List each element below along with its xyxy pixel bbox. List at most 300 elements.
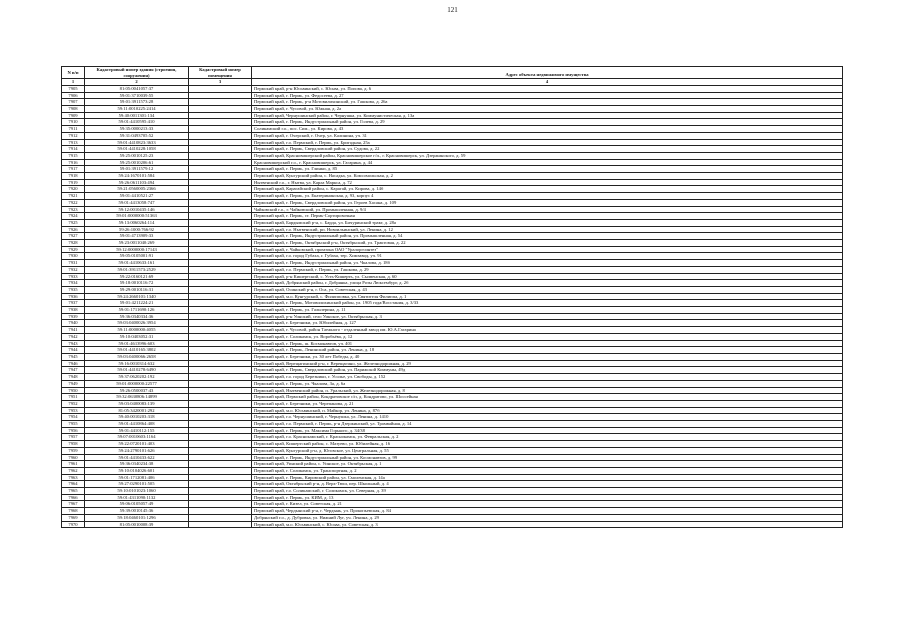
header-num: N п/п — [62, 67, 85, 79]
cadastral-building-number: 59:40:0010203:318 — [85, 414, 189, 421]
cadastral-room-number — [189, 132, 252, 139]
cadastral-building-number: 59:25:0010206:61 — [85, 159, 189, 166]
cadastral-building-number: 59:06:0105057:49 — [85, 501, 189, 508]
cadastral-room-number — [189, 226, 252, 233]
row-number: 7912 — [62, 132, 85, 139]
property-address: Пермский край, Осинский р-н, г. Оса, ул. Советская, д. 43 — [252, 286, 843, 293]
cadastral-room-number — [189, 206, 252, 213]
table-row — [62, 286, 843, 293]
header-cadastral-room: Кадастровый номер помещения — [189, 67, 252, 79]
row-number: 7950 — [62, 387, 85, 394]
cadastral-building-number: 59:39:0010145:36 — [85, 508, 189, 515]
cadastral-room-number — [189, 454, 252, 461]
cadastral-room-number — [189, 266, 252, 273]
cadastral-building-number: 59:24:2790101:626 — [85, 447, 189, 454]
table-row — [62, 481, 843, 488]
table-row — [62, 193, 843, 200]
cadastral-room-number — [189, 474, 252, 481]
row-number: 7907 — [62, 99, 85, 106]
cadastral-room-number — [189, 481, 252, 488]
row-number: 7966 — [62, 494, 85, 501]
table-row — [62, 374, 843, 381]
row-number: 7964 — [62, 481, 85, 488]
cadastral-room-number — [189, 99, 252, 106]
cadastral-room-number — [189, 152, 252, 159]
property-address: Пермский край, Чернушинский район, г. Чернушка, ул. Коммунистическая, д. 13а — [252, 112, 843, 119]
cadastral-building-number: 59:10:0104026:601 — [85, 467, 189, 474]
table-row — [62, 521, 843, 528]
table-row — [62, 166, 843, 173]
cadastral-room-number — [189, 407, 252, 414]
property-address: Пермский край, г. Чусовой, ул. Южная, д. 2а — [252, 105, 843, 112]
cadastral-building-number: 59:27:0290101:505 — [85, 481, 189, 488]
cadastral-building-number: 59:29:0010116:31 — [85, 286, 189, 293]
property-register-table — [61, 66, 843, 528]
table-row — [62, 501, 843, 508]
row-number: 7944 — [62, 347, 85, 354]
table-row — [62, 360, 843, 367]
property-address: Пермский край, Уинский район, с. Уинское, ул. Октябрьская, д. 1 — [252, 461, 843, 468]
cadastral-room-number — [189, 286, 252, 293]
table-row — [62, 213, 843, 220]
row-number: 7943 — [62, 340, 85, 347]
cadastral-room-number — [189, 213, 252, 220]
cadastral-building-number: 59:11:0000000:4055 — [85, 327, 189, 334]
property-address: Пермский край, Красновишерский район, Красновишерское г/п., г. Красновишерск, ул. Дзержинского, д. 59 — [252, 152, 843, 159]
row-number: 7920 — [62, 186, 85, 193]
table-row — [62, 226, 843, 233]
table-row — [62, 300, 843, 307]
cadastral-building-number: 59:01:4410165:3802 — [85, 347, 189, 354]
cadastral-building-number: 59:01:3911579:12 — [85, 166, 189, 173]
page-number: 121 — [447, 6, 458, 14]
table-row — [62, 240, 843, 247]
column-number: 3 — [189, 79, 252, 86]
cadastral-room-number — [189, 246, 252, 253]
property-address: Пермский край, г. Соликамск, ул. Транспортная, д. 2 — [252, 467, 843, 474]
property-address: Пермский край, г.о. город Губаха, г. Губаха, тер. Химзавод, уч. 91 — [252, 253, 843, 260]
property-address: Пермский край, г. Пермь, Свердловский район, ул. Парижской Коммуны, 49д — [252, 367, 843, 374]
property-address: Пермский край, г. Соликамск, ул. Воробьёва, д. 12 — [252, 333, 843, 340]
cadastral-building-number: 59:26:0500037:43 — [85, 387, 189, 394]
table-row — [62, 414, 843, 421]
row-number: 7927 — [62, 233, 85, 240]
row-number: 7928 — [62, 240, 85, 247]
property-address: Пермский край, г.о. Нытвенский, рп. Новоильинский, ул. Ленина, д. 12 — [252, 226, 843, 233]
cadastral-building-number: 59:01:4311090:1132 — [85, 494, 189, 501]
table-row — [62, 434, 843, 441]
table-row — [62, 246, 843, 253]
cadastral-room-number — [189, 421, 252, 428]
table-row — [62, 407, 843, 414]
cadastral-building-number: 59:01:4211224:21 — [85, 300, 189, 307]
property-address: Пермский край, г. Пермь, р-н Мотовилихинский, ул. Гашкова, д. 26а — [252, 99, 843, 106]
cadastral-room-number — [189, 434, 252, 441]
property-address: Пермский край, г. Пермь, ш. Космонавтов, уч. 401 — [252, 340, 843, 347]
property-address: Пермский край, г. Пермь, Мотовилихинский район, ул. 1905 года/Восстания, д. 3/33 — [252, 300, 843, 307]
cadastral-room-number — [189, 360, 252, 367]
property-address: Пермский край, г. Пермь, ул. Чкалова, 3а, д. 6а — [252, 380, 843, 387]
row-number: 7945 — [62, 354, 85, 361]
row-number: 7932 — [62, 266, 85, 273]
table-row — [62, 139, 843, 146]
cadastral-room-number — [189, 126, 252, 133]
table-row — [62, 179, 843, 186]
cadastral-room-number — [189, 173, 252, 180]
property-address: Пермский край, Верещагинский р-н, г. Верещагино, ул. Железнодорожная, д. 29 — [252, 360, 843, 367]
table-row — [62, 467, 843, 474]
cadastral-building-number: 59:18:0010116:72 — [85, 280, 189, 287]
cadastral-room-number — [189, 159, 252, 166]
row-number: 7924 — [62, 213, 85, 220]
property-address: Пермский край, Добрянский район, г. Добрянка, улица Розы Люксембург, д. 2б — [252, 280, 843, 287]
cadastral-building-number: 59:24:1670101:584 — [85, 173, 189, 180]
row-number: 7926 — [62, 226, 85, 233]
table-row — [62, 85, 843, 92]
row-number: 7948 — [62, 374, 85, 381]
row-number: 7925 — [62, 219, 85, 226]
property-address: Пермский край, Пермский район, Кондратовское с/п, д. Кондратово, ул. Шоссейная — [252, 394, 843, 401]
cadastral-room-number — [189, 347, 252, 354]
cadastral-building-number: 59:10:0101023:1060 — [85, 488, 189, 495]
cadastral-room-number — [189, 521, 252, 528]
property-address: Пермский край, г. Чайковский, промзона ОАО "Уралоргсинтез" — [252, 246, 843, 253]
row-number: 7916 — [62, 159, 85, 166]
cadastral-building-number: 59:18:0460101:1296 — [85, 514, 189, 521]
row-number: 7937 — [62, 300, 85, 307]
cadastral-building-number: 59:35:0000213:33 — [85, 126, 189, 133]
cadastral-building-number: 59:03:0400083:139 — [85, 400, 189, 407]
row-number: 7969 — [62, 514, 85, 521]
header-cadastral-building: Кадастровый номер здания (строения, сооружения) — [85, 67, 189, 79]
table-row — [62, 488, 843, 495]
row-number: 7961 — [62, 461, 85, 468]
table-row — [62, 219, 843, 226]
table-row — [62, 159, 843, 166]
row-number: 7946 — [62, 360, 85, 367]
cadastral-building-number: 59:26:0611103:494 — [85, 179, 189, 186]
table-row — [62, 427, 843, 434]
table-row — [62, 253, 843, 260]
property-address: Пермский край, г. Пермь, ул. КИМ, д. 13 — [252, 494, 843, 501]
header-address: Адрес объекта недвижимого имущества — [252, 67, 843, 79]
table-row — [62, 474, 843, 481]
table-row — [62, 461, 843, 468]
row-number: 7967 — [62, 501, 85, 508]
cadastral-room-number — [189, 441, 252, 448]
table-row — [62, 99, 843, 106]
cadastral-building-number: 59:01:3710039:55 — [85, 92, 189, 99]
row-number: 7957 — [62, 434, 85, 441]
table-row — [62, 293, 843, 300]
property-address: Пермский край, Нытвенский район, п. Уральский, ул. Железнодорожная, д. 8 — [252, 387, 843, 394]
cadastral-building-number: 59:11:0010225:2414 — [85, 105, 189, 112]
cadastral-room-number — [189, 293, 252, 300]
property-address: Пермский край, Кишертский район, с. Мазуево, ул. Юбилейная, д. 16 — [252, 441, 843, 448]
property-address: Пермский край, г. Пермь, Октябрьский р-н, Октябрьский, ул. Трактовая, д. 22 — [252, 240, 843, 247]
property-address: Пермский край, г. Пермь, ст. Пермь-Сортировочная — [252, 213, 843, 220]
table-row — [62, 514, 843, 521]
property-address: Пермский край, м.о. Юсьвинский, с. Юсьва, ул. Советская, д. 3 — [252, 521, 843, 528]
row-number: 7962 — [62, 467, 85, 474]
cadastral-building-number: 59:21:0560005:2366 — [85, 186, 189, 193]
cadastral-room-number — [189, 166, 252, 173]
property-address: Пермский край, г. Пермь, Индустриальный район, ул. Голева, д. 29 — [252, 119, 843, 126]
cadastral-building-number: 59:22:0720101:403 — [85, 441, 189, 448]
table-row — [62, 441, 843, 448]
cadastral-building-number: 59:01:3911573:2529 — [85, 266, 189, 273]
table-row — [62, 400, 843, 407]
row-number: 7958 — [62, 441, 85, 448]
cadastral-building-number: 59:01:4410633:161 — [85, 260, 189, 267]
property-address: Пермский край, г. Пермь, Индустриальный район, ул. Промышленная, д. 54 — [252, 233, 843, 240]
column-number: 1 — [62, 79, 85, 86]
table-header-row — [62, 67, 843, 79]
cadastral-room-number — [189, 219, 252, 226]
row-number: 7914 — [62, 146, 85, 153]
cadastral-room-number — [189, 313, 252, 320]
row-number: 7931 — [62, 260, 85, 267]
property-address: Пермский край, г.о. Пермский, г. Пермь, ул. Гашкова, д. 29 — [252, 266, 843, 273]
row-number: 7919 — [62, 179, 85, 186]
cadastral-room-number — [189, 387, 252, 394]
property-address: Пермский край, р-н Юсьвинский, с. Юсьва, ул. Попова, д. 6 — [252, 85, 843, 92]
table-row — [62, 126, 843, 133]
row-number: 7949 — [62, 380, 85, 387]
cadastral-room-number — [189, 333, 252, 340]
row-number: 7910 — [62, 119, 85, 126]
cadastral-room-number — [189, 85, 252, 92]
cadastral-room-number — [189, 105, 252, 112]
table-row — [62, 494, 843, 501]
cadastral-building-number: 59:01:4613996:603 — [85, 340, 189, 347]
table-row — [62, 313, 843, 320]
row-number: 7933 — [62, 273, 85, 280]
cadastral-room-number — [189, 240, 252, 247]
cadastral-building-number: 59:03:0400066:2658 — [85, 354, 189, 361]
cadastral-building-number: 59:16:0010314:632 — [85, 360, 189, 367]
cadastral-building-number: 59:03:0400026:3954 — [85, 320, 189, 327]
cadastral-room-number — [189, 139, 252, 146]
row-number: 7947 — [62, 367, 85, 374]
table-row — [62, 266, 843, 273]
row-number: 7959 — [62, 447, 85, 454]
property-address: Пермский край, Кунгурский р-н, д. Юговское, ул. Центральная, д. 55 — [252, 447, 843, 454]
cadastral-room-number — [189, 380, 252, 387]
table-row — [62, 367, 843, 374]
property-address: Пермский край, г. Пермь, Индустриальный район, ул. Чкалова, д. 18б — [252, 260, 843, 267]
cadastral-room-number — [189, 112, 252, 119]
cadastral-room-number — [189, 320, 252, 327]
cadastral-building-number: 59:31:0493705:52 — [85, 132, 189, 139]
cadastral-building-number: 59:01:3911573:28 — [85, 99, 189, 106]
table-row — [62, 173, 843, 180]
cadastral-building-number: 59:37:0620202:192 — [85, 374, 189, 381]
cadastral-building-number: 59:10:0403052:31 — [85, 333, 189, 340]
cadastral-building-number: 59:01:4410521:27 — [85, 193, 189, 200]
cadastral-room-number — [189, 354, 252, 361]
cadastral-building-number: 59:01:4410864:408 — [85, 421, 189, 428]
table-row — [62, 394, 843, 401]
property-address: Пермский край, г. Пермь, Свердловский район, ул. Героев Хасана, д. 109 — [252, 199, 843, 206]
cadastral-room-number — [189, 273, 252, 280]
property-address: Чайковский г.о., г. Чайковский, ул. Промышленная, д. 9/4 — [252, 206, 843, 213]
cadastral-building-number: 81:05:0010008:39 — [85, 521, 189, 528]
row-number: 7953 — [62, 407, 85, 414]
cadastral-building-number: 59:05:0105001:91 — [85, 253, 189, 260]
cadastral-building-number: 59:01:0000000:22577 — [85, 380, 189, 387]
cadastral-room-number — [189, 199, 252, 206]
row-number: 7918 — [62, 173, 85, 180]
property-address: Пермский край, г. Березники, ул. 30 лет Победы, д. 40 — [252, 354, 843, 361]
row-number: 7956 — [62, 427, 85, 434]
cadastral-room-number — [189, 92, 252, 99]
property-address: Пермский край, г.о. Соликамский, г. Соликамск, ул. Северная, д. 39 — [252, 488, 843, 495]
table-row — [62, 380, 843, 387]
row-number: 7960 — [62, 454, 85, 461]
row-number: 7909 — [62, 112, 85, 119]
property-address: Пермский край, Карагайский район, с. Карагай, ул. Кирова, д. 14б — [252, 186, 843, 193]
property-address: Пермский край, г. Пермь, Кировский район, ул. Смоленская, д. 14а — [252, 474, 843, 481]
property-address: Нытвенский г.о., г. Нытва, ул. Карла Маркса, д. 72 — [252, 179, 843, 186]
cadastral-room-number — [189, 179, 252, 186]
property-address: Пермский край, г.о. Пермский, г. Пермь, ул. Бригадная, 25а — [252, 139, 843, 146]
cadastral-building-number: 59:22:0160121:69 — [85, 273, 189, 280]
table-row — [62, 333, 843, 340]
row-number: 7970 — [62, 521, 85, 528]
cadastral-building-number: 59:32:0630806:14899 — [85, 394, 189, 401]
row-number: 7938 — [62, 307, 85, 314]
property-address: Пермский край, г. Пермь, ул. Гальперина, д. 11 — [252, 307, 843, 314]
table-row — [62, 105, 843, 112]
row-number: 7915 — [62, 152, 85, 159]
cadastral-room-number — [189, 367, 252, 374]
cadastral-room-number — [189, 193, 252, 200]
table-row — [62, 273, 843, 280]
cadastral-building-number: 59:40:0011301:134 — [85, 112, 189, 119]
property-address: Пермский край, г. Пермь, Индустриальный район, ул. Космонавтов, д. 99 — [252, 454, 843, 461]
cadastral-building-number: 59:13:0060264:114 — [85, 219, 189, 226]
cadastral-room-number — [189, 494, 252, 501]
cadastral-room-number — [189, 374, 252, 381]
cadastral-room-number — [189, 300, 252, 307]
table-row — [62, 320, 843, 327]
row-number: 7942 — [62, 333, 85, 340]
cadastral-room-number — [189, 280, 252, 287]
cadastral-room-number — [189, 186, 252, 193]
cadastral-building-number: 81:05:0041057:37 — [85, 85, 189, 92]
property-address: Пермский край, г.о. город Березники, г. Усолье, ул. Свободы, д. 152 — [252, 374, 843, 381]
property-address: Красновишерский г.о., г. Красновишерск, ул. Гагарина, д. 44 — [252, 159, 843, 166]
cadastral-room-number — [189, 501, 252, 508]
property-address: Пермский край, г. Пермь, Ленинский район, ул. Ленина, д. 18 — [252, 347, 843, 354]
property-address: Соликамский г.о., пос. Сим., ул. Кирова, д. 43 — [252, 126, 843, 133]
row-number: 7921 — [62, 193, 85, 200]
property-address: Пермский край, г. Кизел, ул. Советская, д. 21 — [252, 501, 843, 508]
table-row — [62, 119, 843, 126]
cadastral-room-number — [189, 514, 252, 521]
row-number: 7940 — [62, 320, 85, 327]
property-address: Пермский край, г. Березники, ул. Юбилейная, д. 127 — [252, 320, 843, 327]
row-number: 7930 — [62, 253, 85, 260]
row-number: 7951 — [62, 394, 85, 401]
row-number: 7923 — [62, 206, 85, 213]
property-address: Пермский край, р-н Кишертский, с. Усть-Кишерть, ул. Сылвенская, д. 60 — [252, 273, 843, 280]
property-address: Пермский край, м.о. Юсьвинский, п. Майкор, ул. Ленина, д. 87б — [252, 407, 843, 414]
cadastral-building-number: 59:24:2660101:1340 — [85, 293, 189, 300]
table-row — [62, 260, 843, 267]
table-row — [62, 146, 843, 153]
cadastral-building-number: 59:01:4410228:1058 — [85, 146, 189, 153]
table-row — [62, 152, 843, 159]
property-address: Пермский край, м.о. Кунгурский, с. Филипповка, ул. Святителя Филиппа, д. 1 — [252, 293, 843, 300]
row-number: 7922 — [62, 199, 85, 206]
property-address: Пермский край, Чердынский р-н, г. Чердынь, ул. Прокопьевская, д. 84 — [252, 508, 843, 515]
property-address: Пермский край, г. Пермь, ул. Федосеева, д. 27 — [252, 92, 843, 99]
table-row — [62, 206, 843, 213]
table-row — [62, 340, 843, 347]
property-address: Пермский край, г. Чусовой, район Таежного - отдаленный завод им. Ю.А.Гагарина — [252, 327, 843, 334]
cadastral-building-number: 59:01:4410595:410 — [85, 119, 189, 126]
row-number: 7929 — [62, 246, 85, 253]
cadastral-building-number: 59:01:4413058:747 — [85, 199, 189, 206]
cadastral-room-number — [189, 508, 252, 515]
cadastral-building-number: 81:05:3420001:292 — [85, 407, 189, 414]
table-row — [62, 421, 843, 428]
table-row — [62, 387, 843, 394]
table-row — [62, 447, 843, 454]
property-address: Добрянский г.о., д. Дубровка, ул. Нижний Луг, уч. Ленина, д. 29 — [252, 514, 843, 521]
cadastral-room-number — [189, 340, 252, 347]
property-address: Пермский край, г. Пермь, ул. Глинки, д. 85 — [252, 166, 843, 173]
property-address: Пермский край, Октябрьский р-н, д. Верх-Тюш, пер. Школьный, д. 4 — [252, 481, 843, 488]
column-number: 2 — [85, 79, 189, 86]
table-row — [62, 199, 843, 206]
row-number: 7917 — [62, 166, 85, 173]
cadastral-room-number — [189, 394, 252, 401]
row-number: 7908 — [62, 105, 85, 112]
cadastral-building-number: 59:01:0000000:51363 — [85, 213, 189, 220]
cadastral-building-number: 59:07:0010603:1164 — [85, 434, 189, 441]
cadastral-building-number: 59:26:1000:766:92 — [85, 226, 189, 233]
cadastral-room-number — [189, 467, 252, 474]
table-row — [62, 186, 843, 193]
cadastral-building-number: 59:01:1712081:406 — [85, 474, 189, 481]
row-number: 7965 — [62, 488, 85, 495]
cadastral-room-number — [189, 414, 252, 421]
property-address: Пермский край, г.о. Краснокамский, г. Краснокамск, ул. Февральская, д. 2 — [252, 434, 843, 441]
property-address: Пермский край, р-н Уинский, село Уинское, ул. Октябрьская, д. 3 — [252, 313, 843, 320]
row-number: 7941 — [62, 327, 85, 334]
property-address: Пермский край, г. Пермь, Свердловский район, ул. Судова, д. 22 — [252, 146, 843, 153]
table-row — [62, 307, 843, 314]
cadastral-room-number — [189, 307, 252, 314]
cadastral-room-number — [189, 488, 252, 495]
column-number: 4 — [252, 79, 843, 86]
row-number: 7905 — [62, 85, 85, 92]
cadastral-building-number: 59:01:4410433:622 — [85, 454, 189, 461]
property-address: Пермский край, г. Очерский, г. Очер, ул. Калинина, уч. 31 — [252, 132, 843, 139]
row-number: 7911 — [62, 126, 85, 133]
cadastral-room-number — [189, 260, 252, 267]
cadastral-building-number: 59:23:0011040:269 — [85, 240, 189, 247]
cadastral-building-number: 59:36:0340334:36 — [85, 313, 189, 320]
table-row — [62, 280, 843, 287]
cadastral-building-number: 59:01:4410112:155 — [85, 427, 189, 434]
cadastral-room-number — [189, 461, 252, 468]
cadastral-room-number — [189, 427, 252, 434]
cadastral-room-number — [189, 146, 252, 153]
